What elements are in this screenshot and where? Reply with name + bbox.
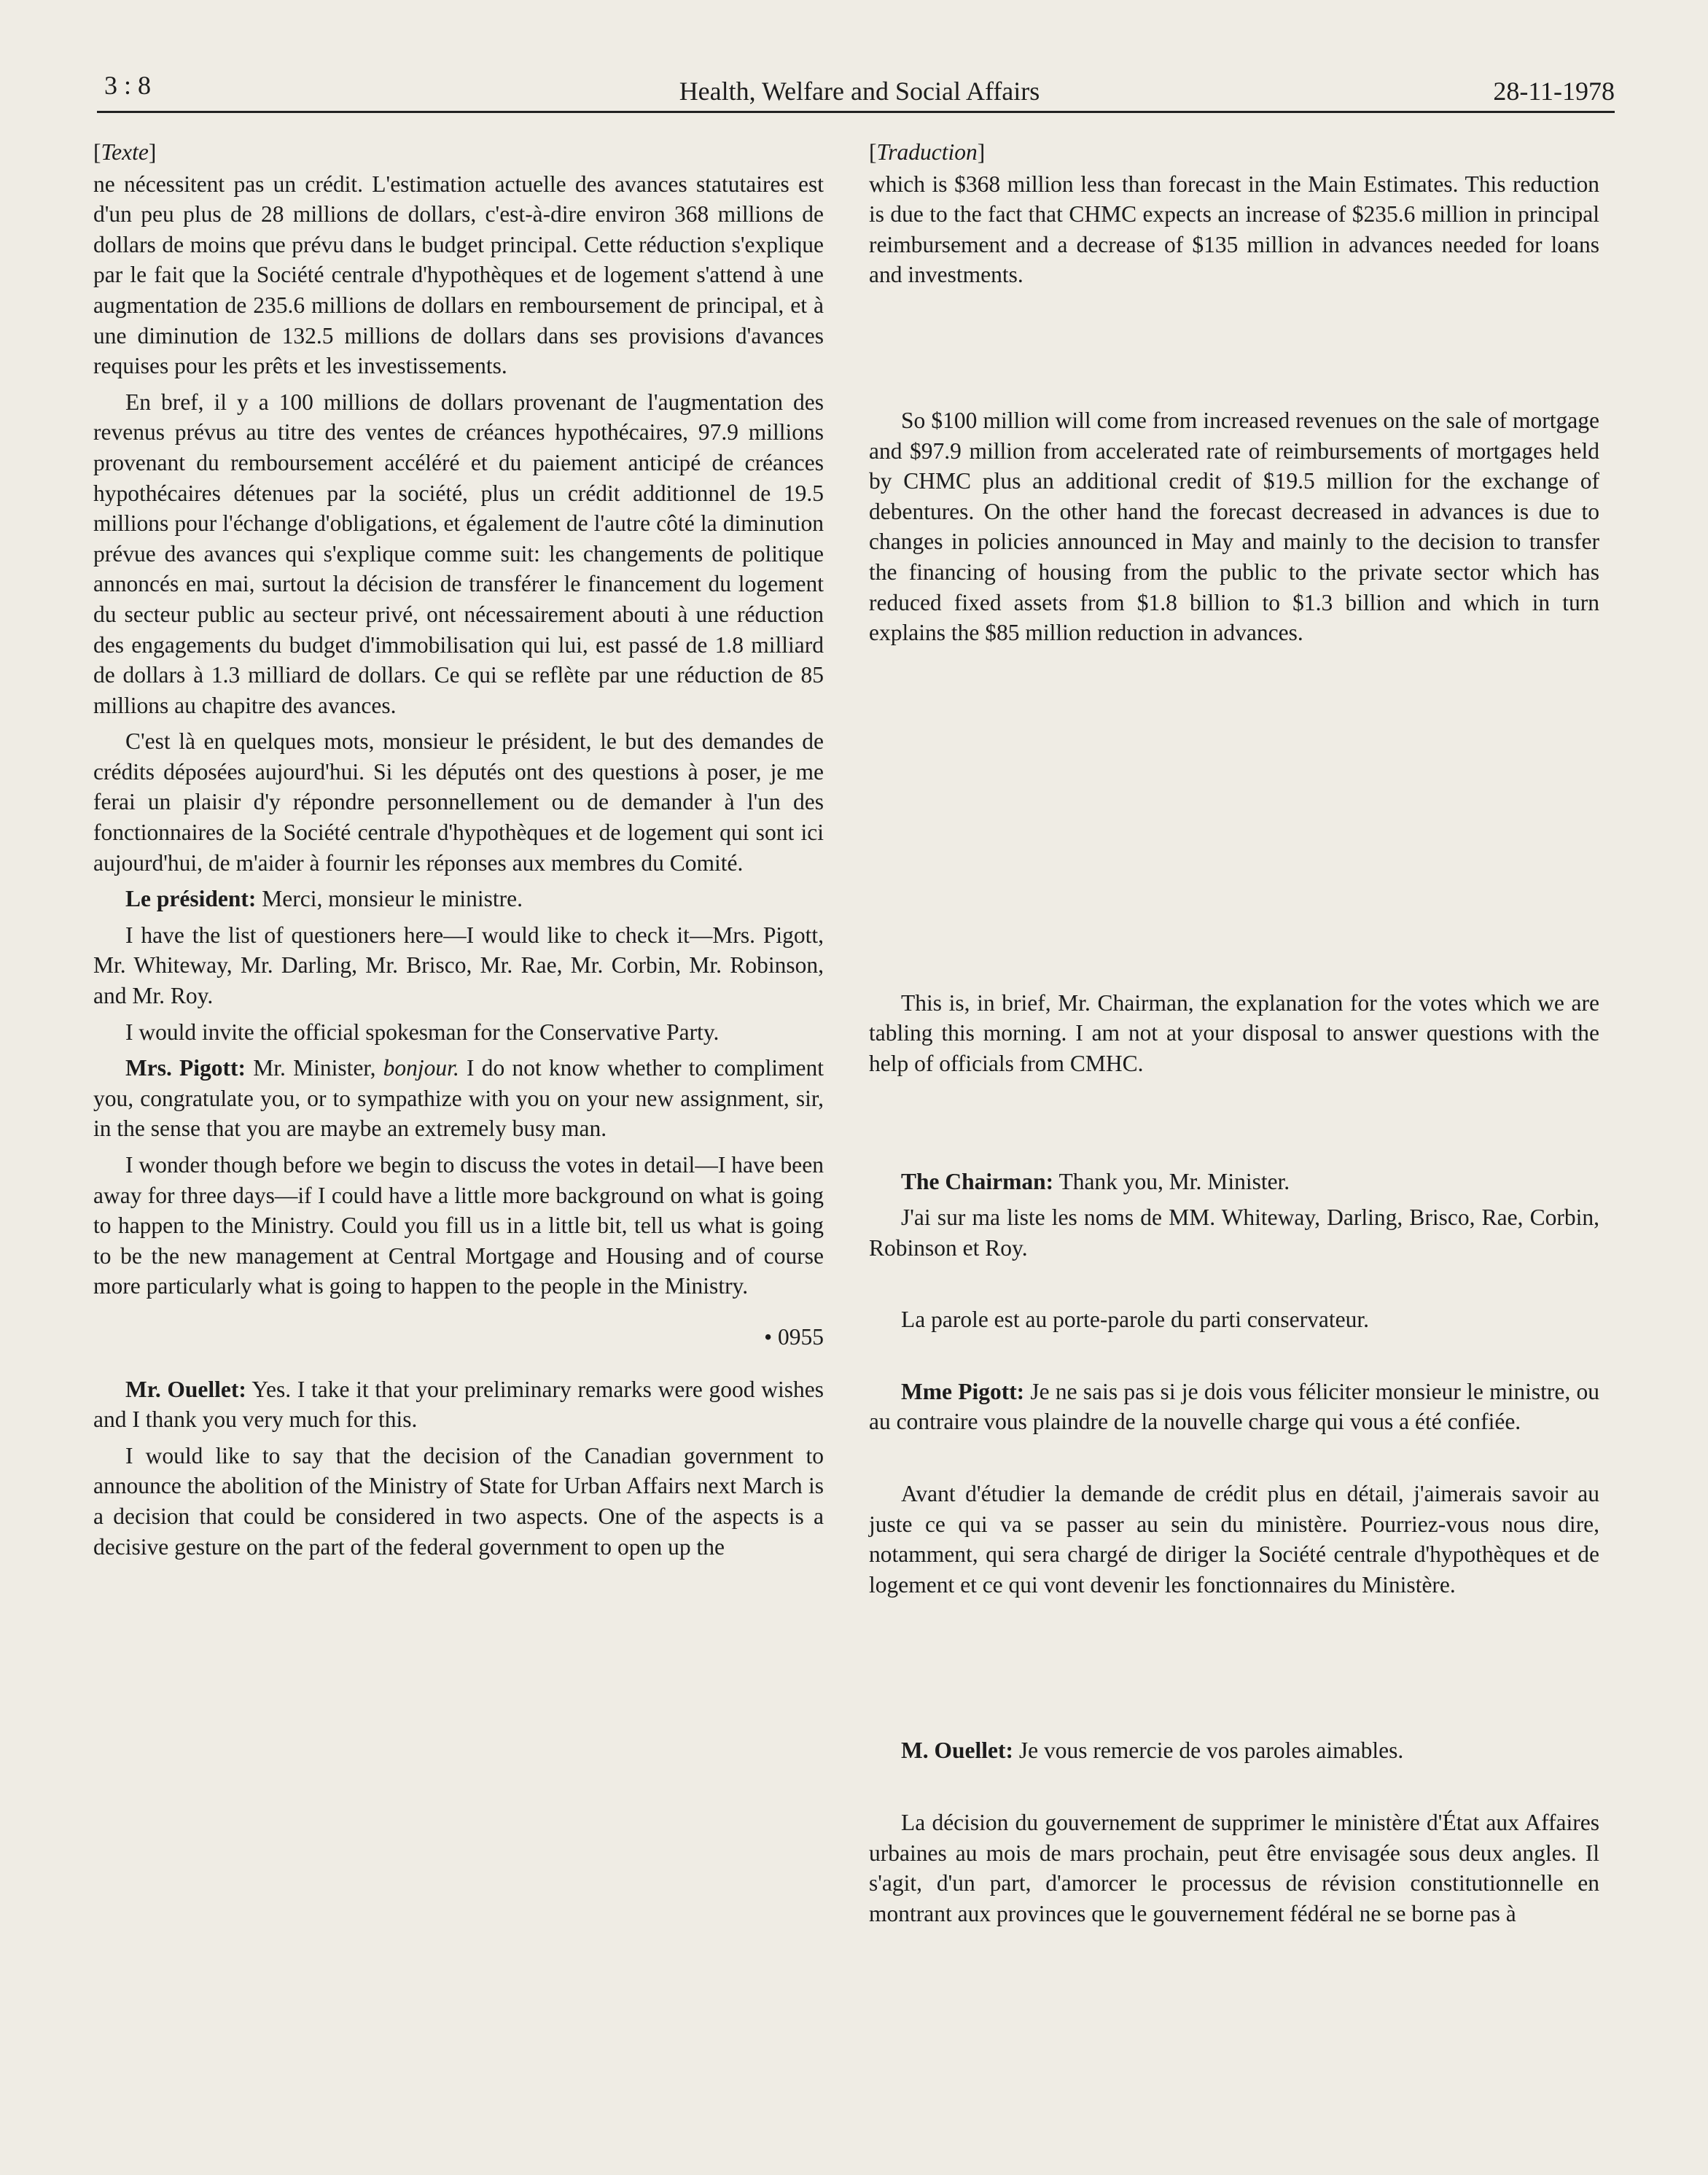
paragraph: I wonder though before we begin to discuss the votes in detail—I have been away for three days—if I could have a little more background on what is going to happen to the Ministry. Could you fill us in a little bit, tell us what is going to be the new management at Central Mortgage and Housing and of course more particularly what is going to happen to the people in the Ministry. [93, 1152, 824, 1299]
speaker-name: Le président: [125, 886, 257, 912]
paragraph: ne nécessitent pas un crédit. L'estimation actuelle des avances statutaires est d'un peu plus de 28 millions de dollars, c'est-à-dire environ 368 millions de dollars de moins que prévu dans le budget principal. Cette réduction s'explique par le fait que la Société centrale d'hypothèques et de logement s'attend à une augmentation de 235.6 millions de dollars en remboursement de principal, et à une diminution de 132.5 millions de dollars dans ses provisions d'avances requises pour les prêts et les investissements. [93, 171, 824, 379]
paragraph: So $100 million will come from increased revenues on the sale of mortgage and $97.9 million from accelerated rate of reimbursements of mortgages held by CHMC plus an additional credit of $19.5 million for the exchange of debentures. On the other hand the forecast decreased in advances is due to changes in policies announced in May and mainly to the decision to transfer the financing of housing from the public to the private sector which has reduced fixed assets from $1.8 billion to $1.3 billion and which in turn explains the $85 million reduction in advances. [869, 407, 1599, 646]
paragraph: J'ai sur ma liste les noms de MM. Whiteway, Darling, Brisco, Rae, Corbin, Robinson et Roy. [869, 1205, 1599, 1261]
speaker-paragraph: The Chairman: Thank you, Mr. Minister. [901, 1168, 1290, 1194]
paragraph: En bref, il y a 100 millions de dollars provenant de l'augmentation des revenus prévus au titre des ventes de créances hypothécaires, 97.9 millions provenant du remboursement accéléré et du paiement anticipé de créances hypothécaires détenues par la société, plus un crédit additionnel de 19.5 millions pour l'échange d'obligations, et également de l'autre côté la diminution prévue des avances qui s'explique comme suit: les changements de politique annoncés en mai, surtout la décision de transférer le financement du logement du secteur public au secteur privé, ont nécessairement abouti à une réduction des engagements du budget d'immobilisation qui lui, est passé de 1.8 milliard de dollars à 1.3 milliard de dollars. Ce qui se reflète par une réduction de 85 millions au chapitre des avances. [93, 389, 824, 718]
paragraph: La décision du gouvernement de supprimer le ministère d'État aux Affaires urbaines au mois de mars prochain, peut être envisagée sous deux angles. Il s'agit, d'un part, d'amorcer le processus de révision constitutionnelle en montrant aux provinces que le gouvernement fédéral ne se borne pas à [869, 1810, 1599, 1926]
speaker-paragraph: Mme Pigott: Je ne sais pas si je dois vous féliciter monsieur le ministre, ou au contraire vous plaindre de la nouvelle charge qui vous a été confiée. [869, 1378, 1599, 1435]
speaker-paragraph: Mrs. Pigott: Mr. Minister, bonjour. I do not know whether to compliment you, congratulate you, or to sympathize with you on your new assignment, sir, in the sense that you are maybe an extremely busy man. [93, 1055, 824, 1142]
speaker-paragraph: Mr. Ouellet: Yes. I take it that your preliminary remarks were good wishes and I thank you very much for this. [93, 1376, 824, 1433]
paragraph: I would invite the official spokesman for the Conservative Party. [125, 1019, 720, 1045]
speaker-name: The Chairman: [901, 1168, 1054, 1194]
right-column-english [869, 137, 1599, 1934]
left-column-french [93, 137, 824, 1568]
speaker-name: Mrs. Pigott: [125, 1055, 246, 1081]
speaker-name: M. Ouellet: [901, 1738, 1013, 1764]
header-rule [97, 111, 1615, 113]
paragraph: I would like to say that the decision of the Canadian government to announce the abolition of the Ministry of State for Urban Affairs next March is a decision that could be considered in two aspects. One of the aspects is a decisive gesture on the part of the federal government to open up the [93, 1442, 824, 1560]
publication-date: 28-11-1978 [1493, 77, 1615, 106]
paragraph: I have the list of questioners here—I would like to check it—Mrs. Pigott, Mr. Whiteway, Mr. Darling, Mr. Brisco, Mr. Rae, Mr. Corbin, Mr. Robinson, and Mr. Roy. [93, 922, 824, 1009]
time-marker: • 0955 [764, 1323, 824, 1350]
paragraph: which is $368 million less than forecast in the Main Estimates. This reduction is due to the fact that CHMC expects an increase of $235.6 million in principal reimbursement and a decrease of $135 million in advances needed for loans and investments. [869, 171, 1599, 288]
speaker-name: Mr. Ouellet: [125, 1376, 246, 1402]
column-label: [Texte] [93, 139, 157, 165]
speaker-paragraph: M. Ouellet: Je vous remercie de vos paroles aimables. [901, 1738, 1404, 1764]
publication-title: Health, Welfare and Social Affairs [679, 77, 1040, 106]
paragraph: This is, in brief, Mr. Chairman, the explanation for the votes which we are tabling this morning. I am not at your disposal to answer questions with the help of officials from CMHC. [869, 989, 1599, 1076]
speaker-name: Mme Pigott: [901, 1378, 1025, 1404]
speaker-paragraph: Le président: Merci, monsieur le ministre. [125, 886, 523, 912]
paragraph: C'est là en quelques mots, monsieur le président, le but des demandes de crédits déposées aujourd'hui. Si les députés ont des questions à poser, je me ferai un plaisir d'y répondre personnellement ou de demander à l'un des fonctionnaires de la Société centrale d'hypothèques et de logement qui sont ici aujourd'hui, de m'aider à fournir les réponses aux membres du Comité. [93, 728, 824, 876]
page-number: 3 : 8 [104, 71, 152, 100]
paragraph: La parole est au porte-parole du parti conservateur. [901, 1307, 1369, 1333]
column-label: [Traduction] [869, 139, 986, 165]
page-header [104, 70, 1615, 111]
paragraph: Avant d'étudier la demande de crédit plus en détail, j'aimerais savoir au juste ce qui va se passer au sein du ministère. Pourriez-vous nous dire, notamment, qui sera chargé de diriger la Société centrale d'hypothèques et de logement et ce qui vont devenir les fonctionnaires du Ministère. [869, 1481, 1599, 1598]
